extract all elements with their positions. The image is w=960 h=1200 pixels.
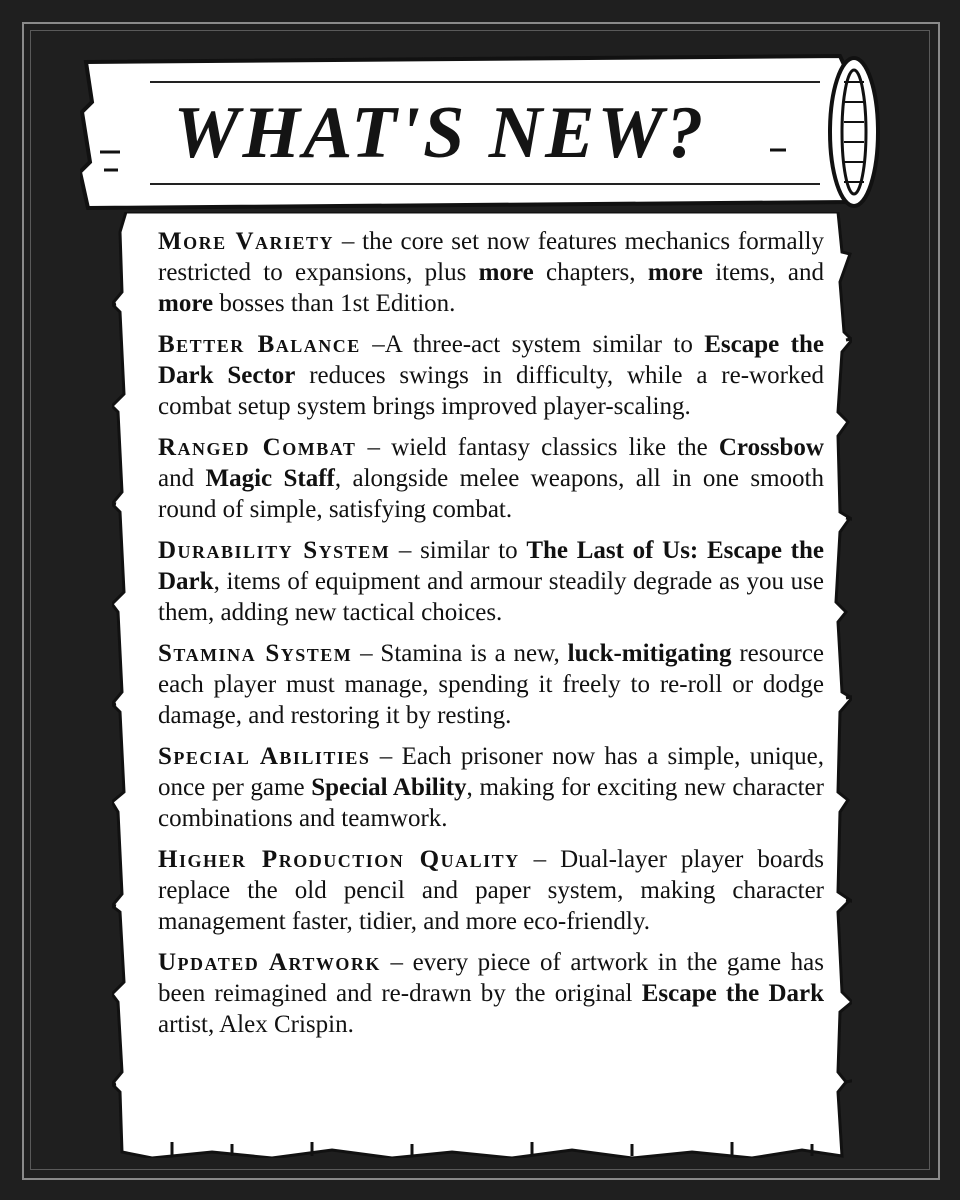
feature-highlight: more	[478, 259, 534, 286]
feature-highlight: The Last of Us: Escape the Dark	[158, 537, 824, 595]
feature-highlight: Crossbow	[718, 434, 824, 461]
feature-entry	[158, 947, 824, 1040]
feature-highlight: Special Ability	[311, 774, 467, 801]
feature-heading: Special Abilities	[158, 743, 371, 770]
feature-heading: More Variety	[158, 228, 335, 255]
page-title: WHAT'S NEW?	[173, 92, 707, 174]
feature-text: items, and	[702, 259, 824, 286]
feature-heading: Stamina System	[158, 640, 353, 667]
feature-heading: Durability System	[158, 537, 391, 564]
feature-entry	[158, 844, 824, 937]
feature-entry	[158, 638, 824, 731]
feature-heading: Better Balance	[158, 331, 361, 358]
feature-text: – Each prisoner now has a simple, unique, once per game	[158, 743, 824, 801]
feature-text: resource each player must manage, spending it freely to re-roll or dodge damage, and restoring it by resting.	[158, 640, 825, 729]
feature-text: , making for exciting new character combinations and teamwork.	[158, 774, 824, 832]
feature-highlight: more	[158, 290, 214, 317]
feature-text: and	[158, 465, 206, 492]
feature-heading: Ranged Combat	[158, 434, 357, 461]
feature-entry	[158, 329, 824, 422]
feature-text: – Stamina is a new,	[352, 640, 568, 667]
feature-text: – the core set now features mechanics formally restricted to expansions, plus	[158, 228, 825, 286]
feature-highlight: Escape the Dark Sector	[158, 331, 824, 389]
feature-entry	[158, 432, 824, 525]
feature-heading: Updated Artwork	[158, 949, 381, 976]
feature-entry	[158, 535, 824, 628]
feature-highlight: luck-mitigating	[567, 640, 732, 667]
feature-text: bosses than 1st Edition.	[213, 290, 456, 317]
feature-text: , alongside melee weapons, all in one smooth round of simple, satisfying combat.	[158, 465, 824, 523]
feature-heading: Higher Production Quality	[158, 846, 520, 873]
feature-list	[158, 226, 824, 1050]
feature-highlight: Magic Staff	[205, 465, 335, 492]
feature-entry	[158, 741, 824, 834]
feature-text: – wield fantasy classics like the	[356, 434, 719, 461]
feature-text: , items of equipment and armour steadily degrade as you use them, adding new tactical choices.	[158, 568, 824, 626]
feature-entry	[158, 226, 824, 319]
feature-highlight: more	[647, 259, 703, 286]
feature-highlight: Escape the Dark	[641, 980, 824, 1007]
feature-text: reduces swings in difficulty, while a re-worked combat setup system brings improved player-scaling.	[158, 362, 825, 420]
feature-text: –A three-act system similar to	[360, 331, 705, 358]
feature-text: – Dual-layer player boards replace the old pencil and paper system, making character management faster, tidier, and more eco-friendly.	[158, 846, 825, 935]
feature-text: – every piece of artwork in the game has been reimagined and re-drawn by the original	[158, 949, 824, 1007]
feature-text: – similar to	[390, 537, 527, 564]
feature-text: artist, Alex Crispin.	[158, 1011, 354, 1038]
feature-text: chapters,	[533, 259, 648, 286]
